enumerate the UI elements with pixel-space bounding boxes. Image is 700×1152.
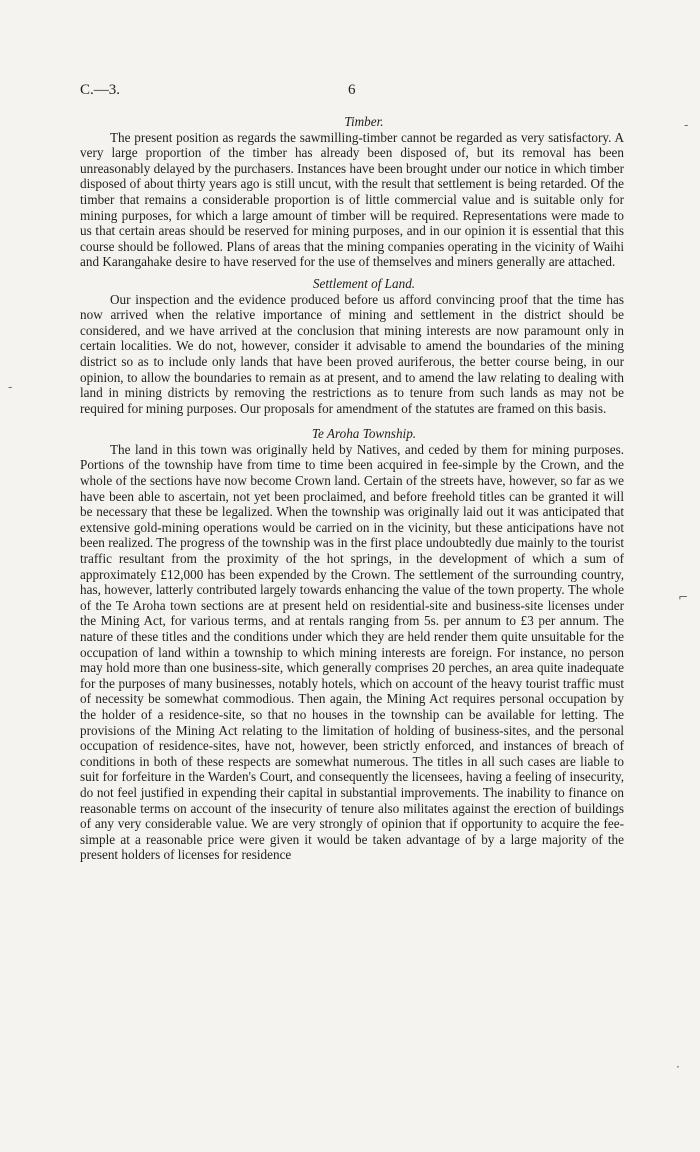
margin-mark: - bbox=[8, 380, 13, 394]
paragraph: Our inspection and the evidence produced before us afford convincing proof that the time has now arrived when the relative importance of mining and settlement in the district should be considered, and we have arrived at the conclusion that mining interests are now paramount only in certain localities. We do not, however, consider it advisable to amend the boundaries of the mining district so as to include only lands that have been proved auriferous, the better course being, in our opinion, to allow the boundaries to remain as at present, and to amend the law relating to dealing with land in mining districts by removing the restrictions as to tenure from such lands as may not be required for mining purposes. Our proposals for amendment of the statutes are framed on this basis. bbox=[80, 291, 624, 416]
document-reference: C.—3. bbox=[80, 82, 121, 98]
section-heading: Te Aroha Township. bbox=[311, 426, 417, 442]
section-timber bbox=[80, 114, 624, 270]
section-settlement-of-land bbox=[80, 276, 624, 416]
document-body bbox=[80, 114, 624, 863]
section-te-aroha-township bbox=[80, 426, 624, 863]
section-heading: Timber. bbox=[344, 114, 384, 129]
section-heading: Settlement of Land. bbox=[312, 275, 416, 291]
paragraph: The land in this town was originally held by Natives, and ceded by them for mining purposes. Portions of the township have from time to time been acquired in fee-simple by the Crown, and the whole of the sections have now become Crown land. Certain of the streets have, however, so far as we have been able to ascertain, not yet been proclaimed, and before freehold titles can be granted it will be necessary that these be legalized. When the township was originally laid out it was anticipated that extensive gold-mining operations would be carried on in the vicinity, but these anticipations have not been realized. The progress of the township was in the first place undoubtedly due mainly to the tourist traffic resultant from the proximity of the hot springs, in the development of which a sum of approximately £12,000 has been expended by the Crown. The settlement of the surrounding country, has, however, latterly contributed largely towards enhancing the value of the town property. The whole of the Te Aroha town sections are at present held on residential-site and business-site licenses under the Mining Act, for various terms, and at rentals ranging from 5s. per annum to £3 per annum. The nature of these titles and the conditions under which they are held render them quite unsuitable for the occupation of land within a township to which mining interests are foreign. For instance, no person may hold more than one business-site, which generally comprises 20 perches, an area quite inadequate for the purposes of many businesses, notably hotels, which on account of the heavy tourist traffic must of necessity be somewhat commodious. Then again, the Mining Act requires personal occupation by the holder of a residence-site, so that no houses in the township can be available for letting. The provisions of the Mining Act relating to the limitation of holding of business-sites, and the personal occupation of residence-sites, have not, however, been strictly enforced, and instances of breach of conditions in both of these respects are somewhat numerous. The titles in all such cases are liable to suit for forfeiture in the Warden's Court, and consequently the licensees, having a feeling of insecurity, do not feel justified in expending their capital in substantial improvements. The inability to finance on reasonable terms on account of the insecurity of tenure also militates against the erection of buildings of any very considerable value. We are very strongly of opinion that if opportunity to acquire the fee-simple at a reasonable price were given it would be taken advantage of by a large majority of the present holders of licenses for residence bbox=[80, 441, 624, 863]
paragraph: The present position as regards the sawmilling-timber cannot be regarded as very satisfactory. A very large proportion of the timber has already been disposed of, but its removal has been unreasonably delayed by the purchasers. Instances have been brought under our notice in which timber disposed of about thirty years ago is still uncut, with the result that settlement is being retarded. Of the timber that remains a considerable proportion is of little commercial value and is suitable only for mining purposes, for which a large amount of timber will be required. Representations were made to us that certain areas should be reserved for mining purposes, and in our opinion it is essential that this course should be followed. Plans of areas that the mining companies operating in the vicinity of Waihi and Karangahake desire to have reserved for the use of themselves and miners generally are attached. bbox=[80, 129, 624, 270]
page-number: 6 bbox=[348, 82, 356, 98]
margin-mark: · bbox=[676, 1060, 680, 1074]
page-header bbox=[80, 82, 624, 102]
margin-mark: ⌐ bbox=[678, 590, 689, 604]
margin-mark: - bbox=[684, 118, 689, 132]
